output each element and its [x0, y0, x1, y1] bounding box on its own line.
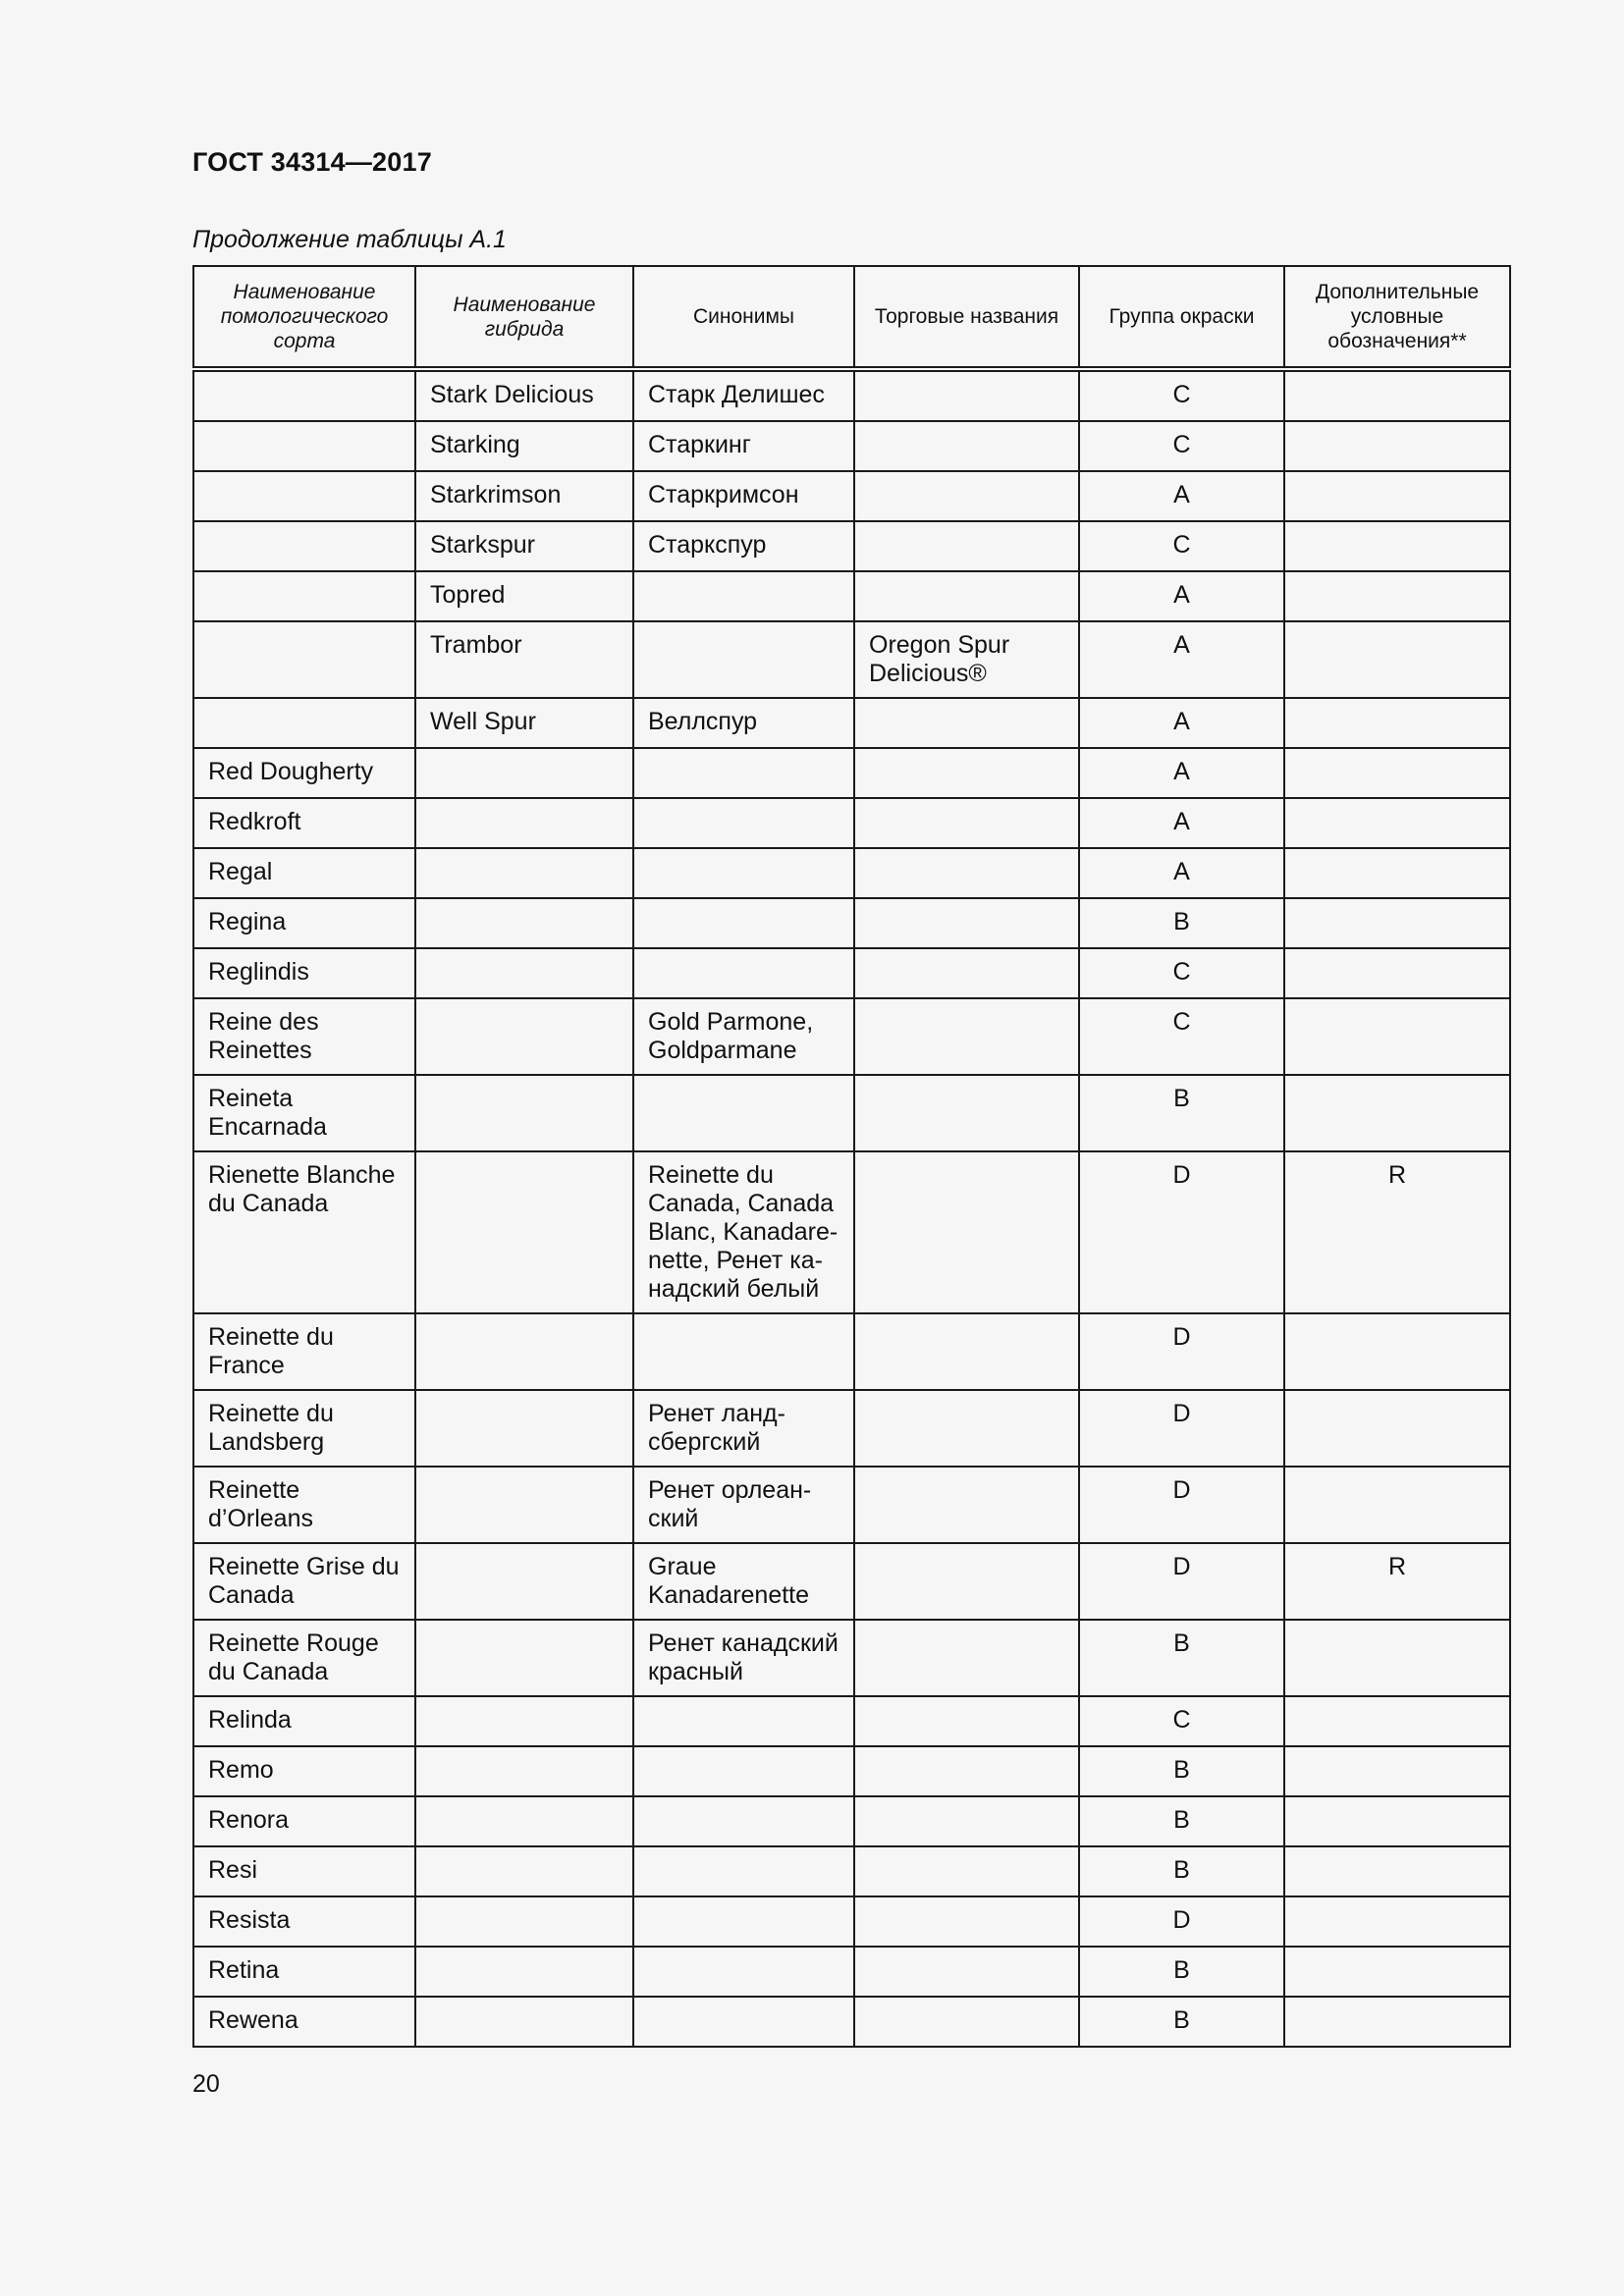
cell-synonyms	[633, 948, 854, 998]
cell-color-group: B	[1079, 1620, 1284, 1696]
cell-trade-names	[854, 1075, 1079, 1151]
cell-additional-marks	[1284, 748, 1510, 798]
cell-pomological-name: Regina	[193, 898, 415, 948]
cell-additional-marks: R	[1284, 1151, 1510, 1313]
table-row	[193, 1620, 1510, 1696]
cell-color-group: B	[1079, 1947, 1284, 1997]
cell-color-group: D	[1079, 1543, 1284, 1620]
cell-pomological-name: Red Dougherty	[193, 748, 415, 798]
table-row	[193, 471, 1510, 521]
cell-synonyms	[633, 748, 854, 798]
cell-trade-names	[854, 1151, 1079, 1313]
cell-pomological-name: Reinette Grise du Canada	[193, 1543, 415, 1620]
cell-pomological-name: Reinette Rouge du Canada	[193, 1620, 415, 1696]
table-row	[193, 1467, 1510, 1543]
cell-additional-marks	[1284, 998, 1510, 1075]
cell-pomological-name	[193, 698, 415, 748]
cell-synonyms: Старкспур	[633, 521, 854, 571]
table-row	[193, 848, 1510, 898]
cell-trade-names	[854, 1947, 1079, 1997]
cell-color-group: B	[1079, 898, 1284, 948]
cell-color-group: A	[1079, 748, 1284, 798]
table-caption: Продолжение таблицы А.1	[192, 226, 507, 253]
table-row	[193, 1151, 1510, 1313]
cell-color-group: D	[1079, 1313, 1284, 1390]
cell-trade-names	[854, 1620, 1079, 1696]
cell-trade-names	[854, 1390, 1079, 1467]
table-row	[193, 948, 1510, 998]
cell-color-group: D	[1079, 1467, 1284, 1543]
cell-hybrid-name: Starkrimson	[415, 471, 633, 521]
cell-color-group: C	[1079, 369, 1284, 421]
cell-synonyms	[633, 1997, 854, 2047]
cell-additional-marks	[1284, 898, 1510, 948]
cell-additional-marks	[1284, 521, 1510, 571]
cell-color-group: C	[1079, 998, 1284, 1075]
cell-color-group: B	[1079, 1997, 1284, 2047]
cell-color-group: D	[1079, 1896, 1284, 1947]
cell-hybrid-name	[415, 1390, 633, 1467]
cell-pomological-name: Reinette du Landsberg	[193, 1390, 415, 1467]
cell-additional-marks	[1284, 1467, 1510, 1543]
cell-additional-marks	[1284, 1620, 1510, 1696]
cell-synonyms	[633, 898, 854, 948]
cell-additional-marks	[1284, 1390, 1510, 1467]
cell-color-group: A	[1079, 848, 1284, 898]
table-row	[193, 1997, 1510, 2047]
document-title: ГОСТ 34314—2017	[192, 147, 432, 177]
cell-additional-marks	[1284, 421, 1510, 471]
cell-hybrid-name	[415, 1543, 633, 1620]
table-row	[193, 1543, 1510, 1620]
cell-pomological-name: Reine des Reinettes	[193, 998, 415, 1075]
cell-pomological-name: Retina	[193, 1947, 415, 1997]
cell-synonyms	[633, 1947, 854, 1997]
cell-trade-names	[854, 1467, 1079, 1543]
cell-color-group: D	[1079, 1390, 1284, 1467]
cell-hybrid-name	[415, 1997, 633, 2047]
cell-trade-names	[854, 1997, 1079, 2047]
cell-synonyms: Reinette du Canada, Canada Blanc, Kanadare-nette, Ренет ка-надский белый	[633, 1151, 854, 1313]
cell-additional-marks: R	[1284, 1543, 1510, 1620]
cell-synonyms: Старкримсон	[633, 471, 854, 521]
cell-hybrid-name: Well Spur	[415, 698, 633, 748]
cell-pomological-name: Resi	[193, 1846, 415, 1896]
cell-additional-marks	[1284, 698, 1510, 748]
cell-trade-names	[854, 1746, 1079, 1796]
cell-trade-names	[854, 698, 1079, 748]
cell-trade-names	[854, 798, 1079, 848]
table-row	[193, 621, 1510, 698]
cell-trade-names	[854, 1896, 1079, 1947]
cell-color-group: B	[1079, 1746, 1284, 1796]
table-row	[193, 898, 1510, 948]
cell-additional-marks	[1284, 1746, 1510, 1796]
cell-pomological-name: Reineta Encarnada	[193, 1075, 415, 1151]
cell-hybrid-name	[415, 1796, 633, 1846]
cell-pomological-name: Reinette d’Orleans	[193, 1467, 415, 1543]
cell-hybrid-name	[415, 1151, 633, 1313]
cell-additional-marks	[1284, 571, 1510, 621]
cell-hybrid-name	[415, 1696, 633, 1746]
cell-pomological-name	[193, 421, 415, 471]
cell-trade-names: Oregon Spur Delicious®	[854, 621, 1079, 698]
cell-hybrid-name	[415, 798, 633, 848]
cell-pomological-name: Rienette Blanche du Canada	[193, 1151, 415, 1313]
cell-additional-marks	[1284, 1846, 1510, 1896]
cell-pomological-name	[193, 521, 415, 571]
cell-pomological-name: Remo	[193, 1746, 415, 1796]
cell-synonyms	[633, 1313, 854, 1390]
table-row	[193, 1746, 1510, 1796]
cell-hybrid-name	[415, 1947, 633, 1997]
cell-hybrid-name: Topred	[415, 571, 633, 621]
cell-additional-marks	[1284, 798, 1510, 848]
table-row	[193, 798, 1510, 848]
cell-synonyms: Старк Делишес	[633, 369, 854, 421]
col-header-color-group: Группа окраски	[1079, 266, 1284, 369]
table-row	[193, 571, 1510, 621]
table-row	[193, 1313, 1510, 1390]
cell-additional-marks	[1284, 1997, 1510, 2047]
cell-synonyms	[633, 1075, 854, 1151]
cell-synonyms: Ренет ланд-сбергский	[633, 1390, 854, 1467]
cell-trade-names	[854, 1846, 1079, 1896]
cell-color-group: D	[1079, 1151, 1284, 1313]
cell-synonyms: Gold Parmone, Goldparmane	[633, 998, 854, 1075]
cell-hybrid-name	[415, 998, 633, 1075]
cell-pomological-name	[193, 571, 415, 621]
cell-trade-names	[854, 521, 1079, 571]
cell-synonyms: Старкинг	[633, 421, 854, 471]
cell-synonyms	[633, 1746, 854, 1796]
cell-hybrid-name	[415, 1746, 633, 1796]
cell-synonyms	[633, 1696, 854, 1746]
cell-synonyms	[633, 1796, 854, 1846]
cell-color-group: B	[1079, 1846, 1284, 1896]
cell-trade-names	[854, 998, 1079, 1075]
cell-hybrid-name	[415, 1467, 633, 1543]
cell-color-group: C	[1079, 948, 1284, 998]
cell-additional-marks	[1284, 948, 1510, 998]
cell-trade-names	[854, 1796, 1079, 1846]
cell-trade-names	[854, 571, 1079, 621]
cell-trade-names	[854, 848, 1079, 898]
page-number: 20	[192, 2070, 220, 2098]
cell-synonyms	[633, 1846, 854, 1896]
cell-synonyms	[633, 1896, 854, 1947]
col-header-hybrid-name: Наименование гибрида	[415, 266, 633, 369]
table-header-row	[193, 266, 1510, 369]
cell-pomological-name	[193, 471, 415, 521]
table-row	[193, 521, 1510, 571]
cell-synonyms	[633, 571, 854, 621]
table-row	[193, 1846, 1510, 1896]
cell-color-group: C	[1079, 521, 1284, 571]
table-body	[193, 369, 1510, 2047]
cell-trade-names	[854, 948, 1079, 998]
cell-hybrid-name	[415, 748, 633, 798]
cell-additional-marks	[1284, 1796, 1510, 1846]
cell-hybrid-name	[415, 1075, 633, 1151]
col-header-pomological-name: Наименование помологического сорта	[193, 266, 415, 369]
cell-additional-marks	[1284, 1075, 1510, 1151]
cell-hybrid-name	[415, 848, 633, 898]
cell-trade-names	[854, 421, 1079, 471]
cell-trade-names	[854, 369, 1079, 421]
table-row	[193, 369, 1510, 421]
cell-pomological-name	[193, 621, 415, 698]
cell-pomological-name: Rewena	[193, 1997, 415, 2047]
col-header-synonyms: Синонимы	[633, 266, 854, 369]
cell-trade-names	[854, 1313, 1079, 1390]
cell-additional-marks	[1284, 1313, 1510, 1390]
cell-hybrid-name	[415, 898, 633, 948]
table-row	[193, 421, 1510, 471]
cell-hybrid-name: Starkspur	[415, 521, 633, 571]
cell-trade-names	[854, 898, 1079, 948]
cell-color-group: A	[1079, 471, 1284, 521]
cell-color-group: C	[1079, 421, 1284, 471]
cell-pomological-name: Redkroft	[193, 798, 415, 848]
table-row	[193, 998, 1510, 1075]
cell-additional-marks	[1284, 369, 1510, 421]
cell-hybrid-name: Stark Delicious	[415, 369, 633, 421]
cell-trade-names	[854, 471, 1079, 521]
cell-hybrid-name	[415, 948, 633, 998]
cell-hybrid-name: Starking	[415, 421, 633, 471]
cell-hybrid-name	[415, 1896, 633, 1947]
cell-pomological-name: Resista	[193, 1896, 415, 1947]
col-header-additional-marks: Дополнительные условные обозначения**	[1284, 266, 1510, 369]
cell-hybrid-name	[415, 1846, 633, 1896]
cell-trade-names	[854, 748, 1079, 798]
cell-additional-marks	[1284, 621, 1510, 698]
cell-synonyms	[633, 621, 854, 698]
table-row	[193, 698, 1510, 748]
col-header-trade-names: Торговые названия	[854, 266, 1079, 369]
cell-pomological-name: Reinette du France	[193, 1313, 415, 1390]
cell-hybrid-name	[415, 1313, 633, 1390]
cell-pomological-name: Relinda	[193, 1696, 415, 1746]
cell-pomological-name: Regal	[193, 848, 415, 898]
cell-synonyms: Ренет орлеан-ский	[633, 1467, 854, 1543]
cell-additional-marks	[1284, 1896, 1510, 1947]
cell-color-group: A	[1079, 798, 1284, 848]
cell-synonyms: Graue Kanadarenette	[633, 1543, 854, 1620]
cell-hybrid-name	[415, 1620, 633, 1696]
cell-hybrid-name: Trambor	[415, 621, 633, 698]
cell-color-group: A	[1079, 571, 1284, 621]
table-row	[193, 748, 1510, 798]
cell-color-group: A	[1079, 698, 1284, 748]
cell-pomological-name: Renora	[193, 1796, 415, 1846]
cell-pomological-name: Reglindis	[193, 948, 415, 998]
cell-color-group: B	[1079, 1796, 1284, 1846]
cell-synonyms	[633, 798, 854, 848]
cell-additional-marks	[1284, 1947, 1510, 1997]
cell-trade-names	[854, 1696, 1079, 1746]
cell-pomological-name	[193, 369, 415, 421]
cell-additional-marks	[1284, 848, 1510, 898]
varieties-table	[192, 265, 1511, 2048]
cell-additional-marks	[1284, 1696, 1510, 1746]
table-row	[193, 1390, 1510, 1467]
cell-color-group: C	[1079, 1696, 1284, 1746]
table-row	[193, 1075, 1510, 1151]
table-row	[193, 1947, 1510, 1997]
table-row	[193, 1896, 1510, 1947]
cell-additional-marks	[1284, 471, 1510, 521]
cell-synonyms: Ренет канадский красный	[633, 1620, 854, 1696]
table-row	[193, 1796, 1510, 1846]
table-row	[193, 1696, 1510, 1746]
cell-trade-names	[854, 1543, 1079, 1620]
cell-synonyms: Веллспур	[633, 698, 854, 748]
cell-color-group: A	[1079, 621, 1284, 698]
cell-synonyms	[633, 848, 854, 898]
cell-color-group: B	[1079, 1075, 1284, 1151]
